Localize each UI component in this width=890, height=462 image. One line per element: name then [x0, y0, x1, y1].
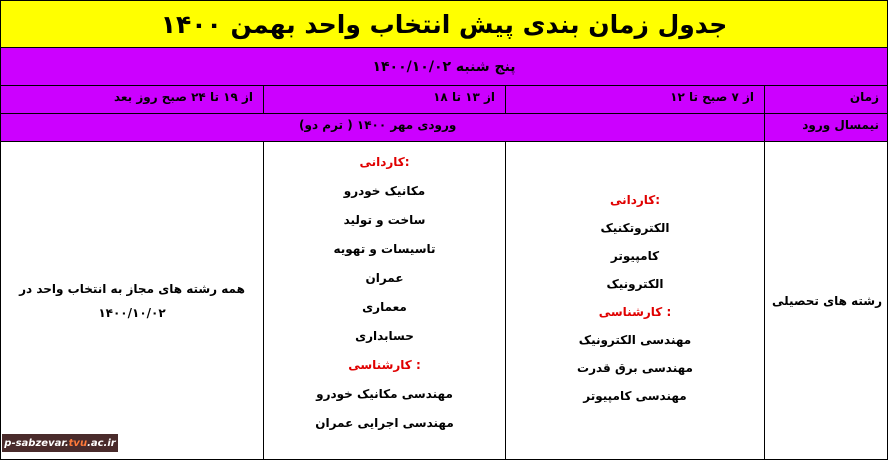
- fields-row: [1, 142, 887, 459]
- slot2-kardani-heading: کاردانی:: [359, 155, 410, 169]
- site-watermark[interactable]: [2, 434, 118, 452]
- slot1-kardani-heading: کاردانی:: [609, 193, 661, 207]
- list-item: تاسیسات و تهویه: [333, 242, 436, 256]
- list-item: مهندسی برق قدرت: [577, 361, 693, 375]
- date-line: پنج شنبه ۱۴۰۰/۱۰/۰۲: [372, 58, 516, 75]
- list-item: عمران: [365, 271, 404, 285]
- list-item: کامپیوتر: [610, 249, 660, 263]
- list-item: الکتروتکنیک: [600, 221, 670, 235]
- title-row: [1, 1, 887, 48]
- entry-term-row: [1, 114, 887, 142]
- list-item: ساخت و تولید: [343, 213, 426, 227]
- list-item: مکانیک خودرو: [343, 184, 426, 198]
- date-row: [1, 48, 887, 86]
- list-item: حسابداری: [355, 329, 414, 343]
- slot2-header: از ۱۳ تا ۱۸: [263, 86, 505, 113]
- watermark-suffix: .ac.ir: [87, 437, 116, 449]
- time-slot-row: [1, 86, 887, 114]
- list-item: مهندسی کامپیوتر: [583, 389, 687, 403]
- slot1-fields-cell: [505, 142, 764, 459]
- slot3-header: از ۱۹ تا ۲۴ صبح روز بعد: [113, 90, 253, 104]
- fields-label-cell: [764, 142, 889, 459]
- list-item: معماری: [362, 300, 407, 314]
- slot2-fields-list: [315, 148, 454, 438]
- list-item: مهندسی الکترونیک: [578, 333, 692, 347]
- slot1-karshenasi-heading: کارشناسی :: [598, 305, 672, 319]
- list-item: مهندسی مکانیک خودرو: [316, 387, 453, 401]
- list-item: الکترونیک: [606, 277, 664, 291]
- slot3-fields-text: [19, 277, 245, 325]
- time-label: زمان: [764, 86, 889, 113]
- slot2-karshenasi-heading: کارشناسی :: [348, 358, 421, 372]
- fields-label: رشته های تحصیلی: [772, 293, 882, 308]
- slot1-fields-list: [577, 186, 693, 410]
- schedule-title: جدول زمان بندی پیش انتخاب واحد بهمن ۱۴۰۰: [160, 9, 728, 39]
- slot1-header: از ۷ صبح تا ۱۲: [505, 86, 764, 113]
- list-item: مهندسی اجرایی عمران: [315, 416, 454, 430]
- slot3-line2: ۱۴۰۰/۱۰/۰۲: [98, 305, 166, 320]
- watermark-prefix: p-sabzevar.: [4, 437, 69, 449]
- slot2-fields-cell: [263, 142, 505, 459]
- entry-term-label: نیمسال ورود: [764, 114, 889, 141]
- slot3-line1: همه رشته های مجاز به انتخاب واحد در: [19, 281, 245, 296]
- slot3-fields-cell: [1, 142, 263, 459]
- watermark-highlight: tvu: [68, 437, 88, 449]
- entry-term-value: ورودی مهر ۱۴۰۰ ( ترم دو): [299, 118, 457, 132]
